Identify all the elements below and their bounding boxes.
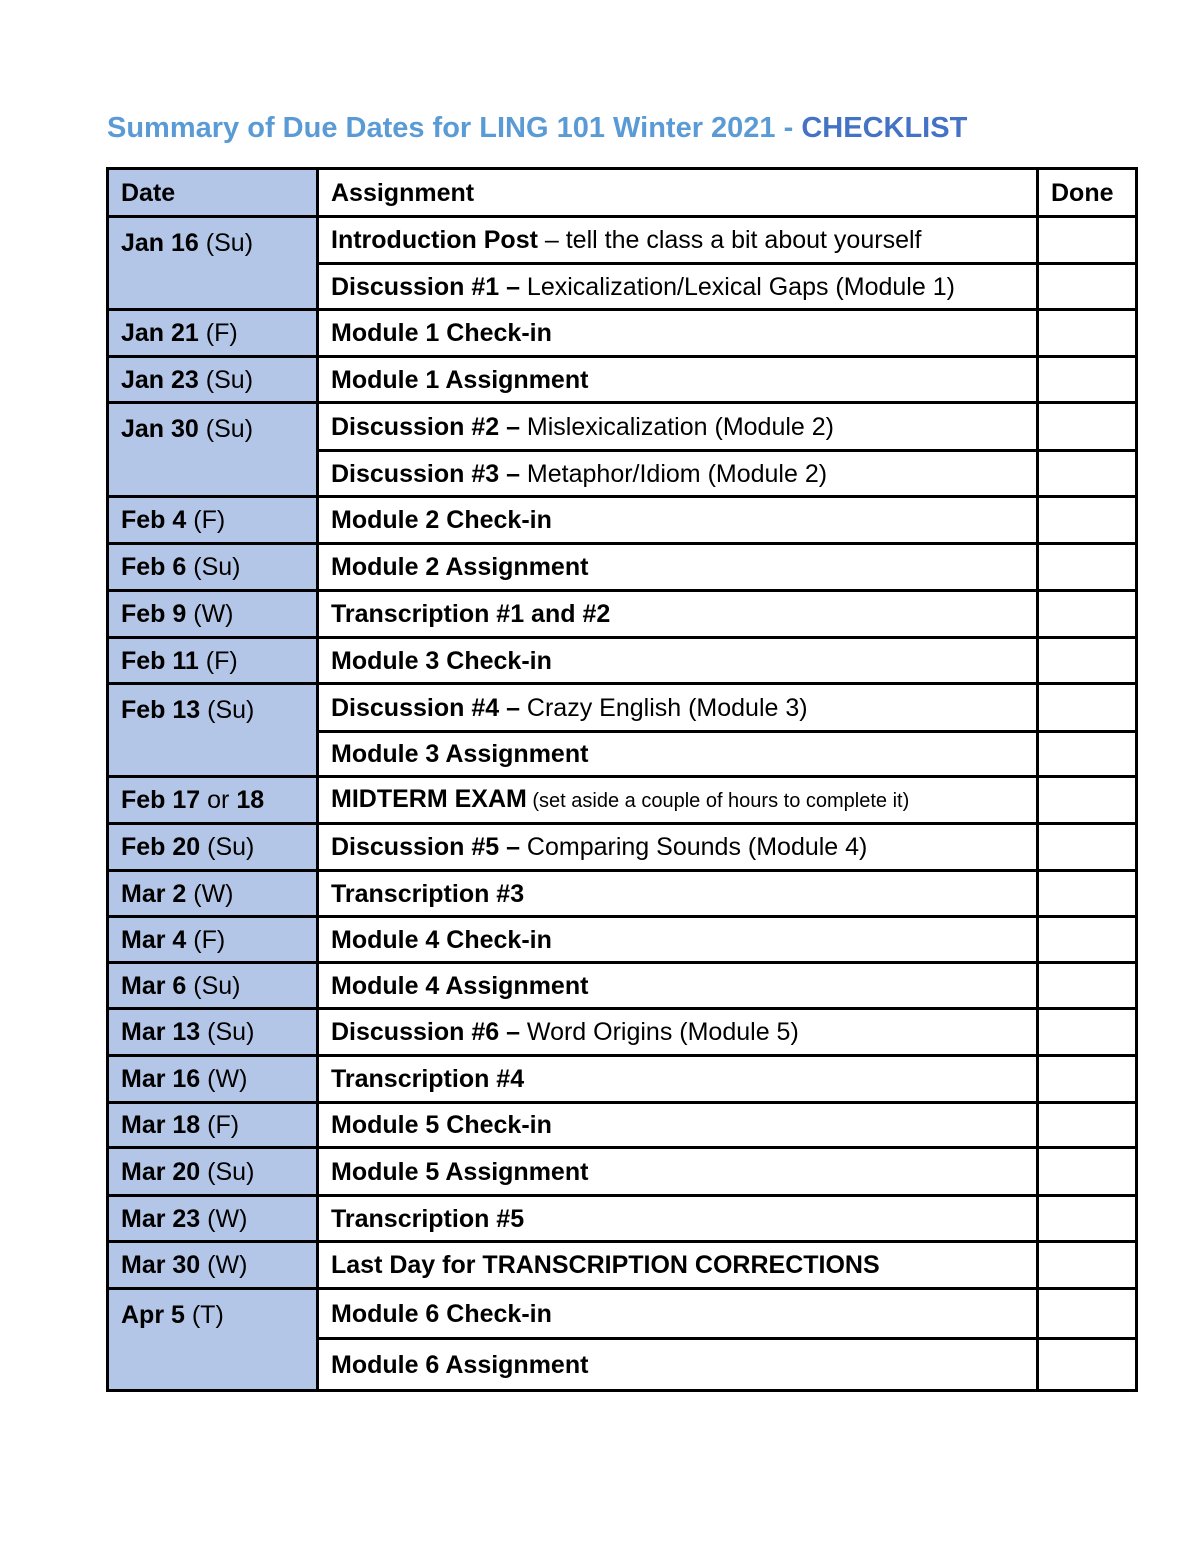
assignment-cell bbox=[318, 963, 1038, 1009]
assignment-cell bbox=[318, 357, 1038, 403]
assignment-cell bbox=[318, 1289, 1038, 1339]
assignment-cell bbox=[318, 1339, 1038, 1391]
assignment-cell bbox=[318, 1242, 1038, 1289]
due-date-cell bbox=[108, 1196, 318, 1242]
due-date-weekday: (F) bbox=[198, 319, 238, 347]
due-date-cell bbox=[108, 1242, 318, 1289]
assignment-title: Module 1 Assignment bbox=[331, 365, 589, 394]
due-dates-table-container bbox=[106, 167, 1138, 1392]
due-date-day: Mar 18 bbox=[121, 1111, 201, 1139]
table-row bbox=[108, 1196, 1137, 1242]
done-checkbox-cell[interactable] bbox=[1038, 403, 1137, 451]
assignment-title: Discussion #6 – bbox=[331, 1018, 520, 1046]
due-date-weekday: (W) bbox=[200, 1251, 248, 1279]
title-main: Summary of Due Dates for LING 101 Winter 2021 - bbox=[107, 112, 802, 144]
assignment-note: (set aside a couple of hours to complete it) bbox=[526, 790, 910, 812]
table-row bbox=[108, 777, 1137, 824]
due-date-day: Mar 16 bbox=[121, 1065, 201, 1093]
due-date-day: Feb 13 bbox=[121, 696, 201, 724]
due-date-day: Mar 30 bbox=[121, 1251, 201, 1279]
due-date-day: Mar 2 bbox=[121, 879, 187, 908]
due-date-day: Jan 23 bbox=[121, 365, 199, 394]
table-row bbox=[108, 357, 1137, 403]
done-checkbox-cell[interactable] bbox=[1038, 497, 1137, 544]
due-date-cell bbox=[108, 1148, 318, 1196]
header-date: Date bbox=[108, 169, 318, 217]
assignment-cell bbox=[318, 1148, 1038, 1196]
header-done: Done bbox=[1038, 169, 1137, 217]
done-checkbox-cell[interactable] bbox=[1038, 732, 1137, 777]
assignment-title: Last Day for TRANSCRIPTION CORRECTIONS bbox=[331, 1251, 880, 1279]
due-date-weekday: (Su) bbox=[198, 365, 254, 394]
due-date-day: Mar 20 bbox=[121, 1157, 201, 1186]
due-date-cell bbox=[108, 684, 318, 777]
due-date-cell bbox=[108, 1056, 318, 1103]
due-date-weekday: (Su) bbox=[186, 553, 241, 581]
due-date-cell bbox=[108, 310, 318, 357]
done-checkbox-cell[interactable] bbox=[1038, 1242, 1137, 1289]
assignment-title: Module 1 Check-in bbox=[331, 319, 552, 347]
due-date-cell bbox=[108, 591, 318, 638]
done-checkbox-cell[interactable] bbox=[1038, 871, 1137, 917]
due-date-weekday: (W) bbox=[186, 600, 234, 628]
assignment-detail: Mislexicalization (Module 2) bbox=[519, 412, 834, 441]
due-date-weekday: (W) bbox=[200, 1204, 248, 1233]
assignment-detail: Crazy English (Module 3) bbox=[519, 693, 808, 722]
assignment-title: Transcription #4 bbox=[331, 1065, 525, 1093]
done-checkbox-cell[interactable] bbox=[1038, 357, 1137, 403]
due-date-weekday: (Su) bbox=[200, 1157, 255, 1186]
due-date-day: Jan 21 bbox=[121, 319, 199, 347]
assignment-title: Module 3 Assignment bbox=[331, 740, 589, 768]
assignment-title: Transcription #1 and #2 bbox=[331, 600, 611, 628]
done-checkbox-cell[interactable] bbox=[1038, 451, 1137, 497]
due-date-weekday: (W) bbox=[200, 1065, 248, 1093]
assignment-title: Module 3 Check-in bbox=[331, 646, 552, 675]
due-date-day: Mar 6 bbox=[121, 971, 187, 1000]
due-date-cell bbox=[108, 1103, 318, 1148]
done-checkbox-cell[interactable] bbox=[1038, 917, 1137, 963]
due-date-cell bbox=[108, 824, 318, 871]
due-date-weekday: (F) bbox=[200, 1111, 240, 1139]
due-date-day: Feb 11 bbox=[121, 646, 199, 675]
done-checkbox-cell[interactable] bbox=[1038, 310, 1137, 357]
done-checkbox-cell[interactable] bbox=[1038, 1196, 1137, 1242]
table-row bbox=[108, 871, 1137, 917]
assignment-cell bbox=[318, 777, 1038, 824]
assignment-cell bbox=[318, 403, 1038, 451]
assignment-title: Module 2 Assignment bbox=[331, 553, 589, 581]
assignment-cell bbox=[318, 1009, 1038, 1056]
due-date-weekday: (F) bbox=[186, 506, 226, 534]
assignment-title: Module 2 Check-in bbox=[331, 506, 552, 534]
due-date-day-alt: 18 bbox=[236, 786, 265, 814]
done-checkbox-cell[interactable] bbox=[1038, 824, 1137, 871]
assignment-detail: Lexicalization/Lexical Gaps (Module 1) bbox=[519, 272, 955, 301]
due-date-weekday: (Su) bbox=[198, 415, 254, 443]
due-date-cell bbox=[108, 357, 318, 403]
assignment-detail: Word Origins (Module 5) bbox=[519, 1018, 799, 1046]
assignment-title: Discussion #3 – bbox=[331, 459, 520, 488]
done-checkbox-cell[interactable] bbox=[1038, 1103, 1137, 1148]
table-row bbox=[108, 1289, 1137, 1339]
done-checkbox-cell[interactable] bbox=[1038, 777, 1137, 824]
assignment-cell bbox=[318, 497, 1038, 544]
table-row bbox=[108, 963, 1137, 1009]
assignment-cell bbox=[318, 451, 1038, 497]
due-date-weekday: (Su) bbox=[200, 1018, 255, 1046]
assignment-cell bbox=[318, 638, 1038, 684]
assignment-cell bbox=[318, 1103, 1038, 1148]
assignment-cell bbox=[318, 591, 1038, 638]
assignment-title: Discussion #2 – bbox=[331, 412, 520, 441]
assignment-cell bbox=[318, 544, 1038, 591]
due-date-weekday: (W) bbox=[186, 879, 234, 908]
page-title bbox=[107, 108, 967, 148]
assignment-title: Module 4 Assignment bbox=[331, 971, 589, 1000]
assignment-title: Discussion #1 – bbox=[331, 272, 520, 301]
assignment-title: MIDTERM EXAM bbox=[331, 785, 527, 813]
assignment-cell bbox=[318, 824, 1038, 871]
due-date-day: Mar 4 bbox=[121, 925, 187, 954]
due-date-cell bbox=[108, 217, 318, 310]
assignment-title: Module 5 Check-in bbox=[331, 1111, 552, 1139]
done-checkbox-cell[interactable] bbox=[1038, 1289, 1137, 1339]
done-checkbox-cell[interactable] bbox=[1038, 1056, 1137, 1103]
assignment-title: Transcription #5 bbox=[331, 1204, 525, 1233]
table-row bbox=[108, 403, 1137, 451]
due-date-weekday: (Su) bbox=[200, 696, 255, 724]
due-date-cell bbox=[108, 497, 318, 544]
due-date-day: Feb 6 bbox=[121, 553, 187, 581]
assignment-detail: Comparing Sounds (Module 4) bbox=[519, 833, 868, 861]
done-checkbox-cell[interactable] bbox=[1038, 264, 1137, 310]
due-date-day: Jan 30 bbox=[121, 415, 199, 443]
assignment-title: Discussion #4 – bbox=[331, 693, 520, 722]
assignment-title: Discussion #5 – bbox=[331, 833, 520, 861]
assignment-title: Module 4 Check-in bbox=[331, 925, 552, 954]
assignment-cell bbox=[318, 1056, 1038, 1103]
due-date-day: Feb 9 bbox=[121, 600, 187, 628]
due-date-cell bbox=[108, 963, 318, 1009]
done-checkbox-cell[interactable] bbox=[1038, 638, 1137, 684]
due-date-weekday: (F) bbox=[186, 925, 226, 954]
due-date-cell bbox=[108, 871, 318, 917]
due-date-weekday: (Su) bbox=[186, 971, 241, 1000]
done-checkbox-cell[interactable] bbox=[1038, 1339, 1137, 1391]
due-date-weekday: (Su) bbox=[198, 229, 254, 257]
table-row bbox=[108, 917, 1137, 963]
assignment-cell bbox=[318, 732, 1038, 777]
done-checkbox-cell[interactable] bbox=[1038, 217, 1137, 264]
assignment-title: Transcription #3 bbox=[331, 879, 525, 908]
assignment-cell bbox=[318, 917, 1038, 963]
assignment-cell bbox=[318, 871, 1038, 917]
assignment-cell bbox=[318, 1196, 1038, 1242]
assignment-cell bbox=[318, 264, 1038, 310]
done-checkbox-cell[interactable] bbox=[1038, 1148, 1137, 1196]
header-assignment: Assignment bbox=[318, 169, 1038, 217]
table-header-row bbox=[108, 169, 1137, 217]
table-row bbox=[108, 310, 1137, 357]
table-row bbox=[108, 1242, 1137, 1289]
due-date-cell bbox=[108, 917, 318, 963]
due-date-cell bbox=[108, 1009, 318, 1056]
due-date-day: Feb 20 bbox=[121, 833, 201, 861]
assignment-detail: – tell the class a bit about yourself bbox=[537, 226, 922, 254]
title-emphasis: CHECKLIST bbox=[801, 112, 968, 144]
table-row bbox=[108, 1056, 1137, 1103]
table-row bbox=[108, 591, 1137, 638]
assignment-title: Module 5 Assignment bbox=[331, 1157, 589, 1186]
table-row bbox=[108, 638, 1137, 684]
done-checkbox-cell[interactable] bbox=[1038, 963, 1137, 1009]
due-date-day: Jan 16 bbox=[121, 229, 199, 257]
table-row bbox=[108, 1148, 1137, 1196]
assignment-cell bbox=[318, 684, 1038, 732]
due-date-day: Mar 13 bbox=[121, 1018, 201, 1046]
assignment-detail: Metaphor/Idiom (Module 2) bbox=[519, 459, 828, 488]
table-row bbox=[108, 1103, 1137, 1148]
table-row bbox=[108, 544, 1137, 591]
table-row bbox=[108, 497, 1137, 544]
table-row bbox=[108, 1009, 1137, 1056]
due-dates-table bbox=[106, 167, 1138, 1392]
due-dates-table-body bbox=[108, 169, 1137, 1391]
assignment-cell bbox=[318, 310, 1038, 357]
due-date-weekday: or bbox=[200, 786, 237, 814]
due-date-cell bbox=[108, 544, 318, 591]
assignment-title: Module 6 Check-in bbox=[331, 1299, 552, 1328]
due-date-day: Mar 23 bbox=[121, 1204, 201, 1233]
table-row bbox=[108, 217, 1137, 264]
assignment-title: Module 6 Assignment bbox=[331, 1350, 589, 1379]
done-checkbox-cell[interactable] bbox=[1038, 684, 1137, 732]
done-checkbox-cell[interactable] bbox=[1038, 1009, 1137, 1056]
due-date-cell bbox=[108, 403, 318, 497]
due-date-cell bbox=[108, 777, 318, 824]
due-date-weekday: (F) bbox=[198, 646, 238, 675]
due-date-weekday: (Su) bbox=[200, 833, 255, 861]
assignment-title: Introduction Post bbox=[331, 226, 538, 254]
done-checkbox-cell[interactable] bbox=[1038, 591, 1137, 638]
due-date-day: Feb 4 bbox=[121, 506, 187, 534]
done-checkbox-cell[interactable] bbox=[1038, 544, 1137, 591]
assignment-cell bbox=[318, 217, 1038, 264]
due-date-day: Apr 5 bbox=[121, 1301, 185, 1329]
table-row bbox=[108, 684, 1137, 732]
due-date-weekday: (T) bbox=[184, 1301, 224, 1329]
due-date-cell bbox=[108, 1289, 318, 1391]
due-date-day: Feb 17 bbox=[121, 786, 201, 814]
due-date-cell bbox=[108, 638, 318, 684]
table-row bbox=[108, 824, 1137, 871]
